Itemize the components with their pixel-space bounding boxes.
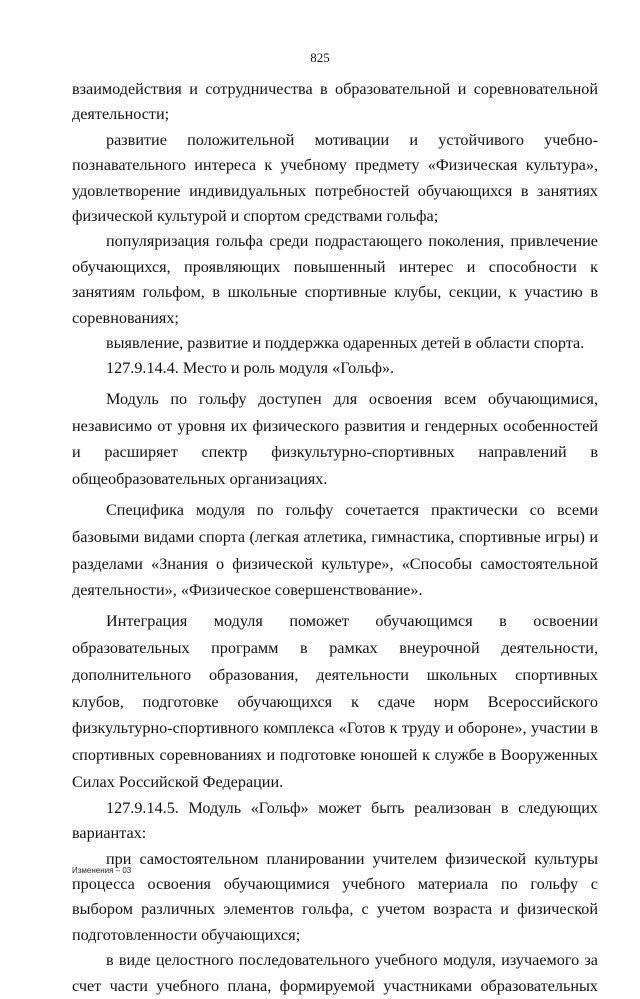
paragraph-variant-independent: при самостоятельном планировании учителем физической культуры процесса освоения обучающимися учебного материала по гольфу с выбором различных элементов гольфа, с учетом возраста и физической подготовленности обучающихся; xyxy=(72,849,598,944)
document-body xyxy=(72,77,598,999)
paragraph-continuation: взаимодействия и сотрудничества в образовательной и соревновательной деятельности; xyxy=(72,80,598,124)
footer-revision-note: Изменения – 03 xyxy=(72,866,132,875)
section-heading-variants: 127.9.14.5. Модуль «Гольф» может быть реализован в следующих вариантах: xyxy=(72,798,598,843)
paragraph-specifics: Специфика модуля по гольфу сочетается практически со всеми базовыми видами спорта (легкая атлетика, гимнастика, спортивные игры) и разделами «Знания о физической культуре», «Способы самостоятельной деятельности», «Физическое совершенствование». xyxy=(72,501,598,600)
section-heading-place-and-role: 127.9.14.4. Место и роль модуля «Гольф». xyxy=(106,359,395,378)
paragraph-variant-module: в виде целостного последовательного учебного модуля, изучаемого за счет части учебного плана, формируемой участниками образовательных xyxy=(72,951,598,995)
paragraph-motivation: развитие положительной мотивации и устойчивого учебно-познавательного интереса к учебному предмету «Физическая культура», удовлетворение индивидуальных потребностей обучающихся в занятиях физической культурой и спортом средствами гольфа; xyxy=(72,130,598,226)
paragraph-integration: Интеграция модуля поможет обучающимся в освоении образовательных программ в рамках внеурочной деятельности, дополнительного образования, деятельности школьных спортивных клубов, подготовке обучающихся к сдаче норм Всероссийского физкультурно-спортивного комплекса «Готов к труду и обороне», участии в спортивных соревнованиях и подготовке юношей к службе в Вооруженных Силах Российской Федерации. xyxy=(72,612,598,792)
page-number: 825 xyxy=(310,50,330,65)
paragraph-gifted-children: выявление, развитие и поддержка одаренных детей в области спорта. xyxy=(106,334,585,353)
paragraph-accessibility: Модуль по гольфу доступен для освоения всем обучающимися, независимо от уровня их физического развития и гендерных особенностей и расширяет спектр физкультурно-спортивных направлений в общеобразовательных организациях. xyxy=(72,389,598,489)
paragraph-popularization: популяризация гольфа среди подрастающего поколения, привлечение обучающихся, проявляющих повышенный интерес и способности к занятиям гольфом, в школьные спортивные клубы, секции, к участию в соревнованиях; xyxy=(72,232,598,327)
